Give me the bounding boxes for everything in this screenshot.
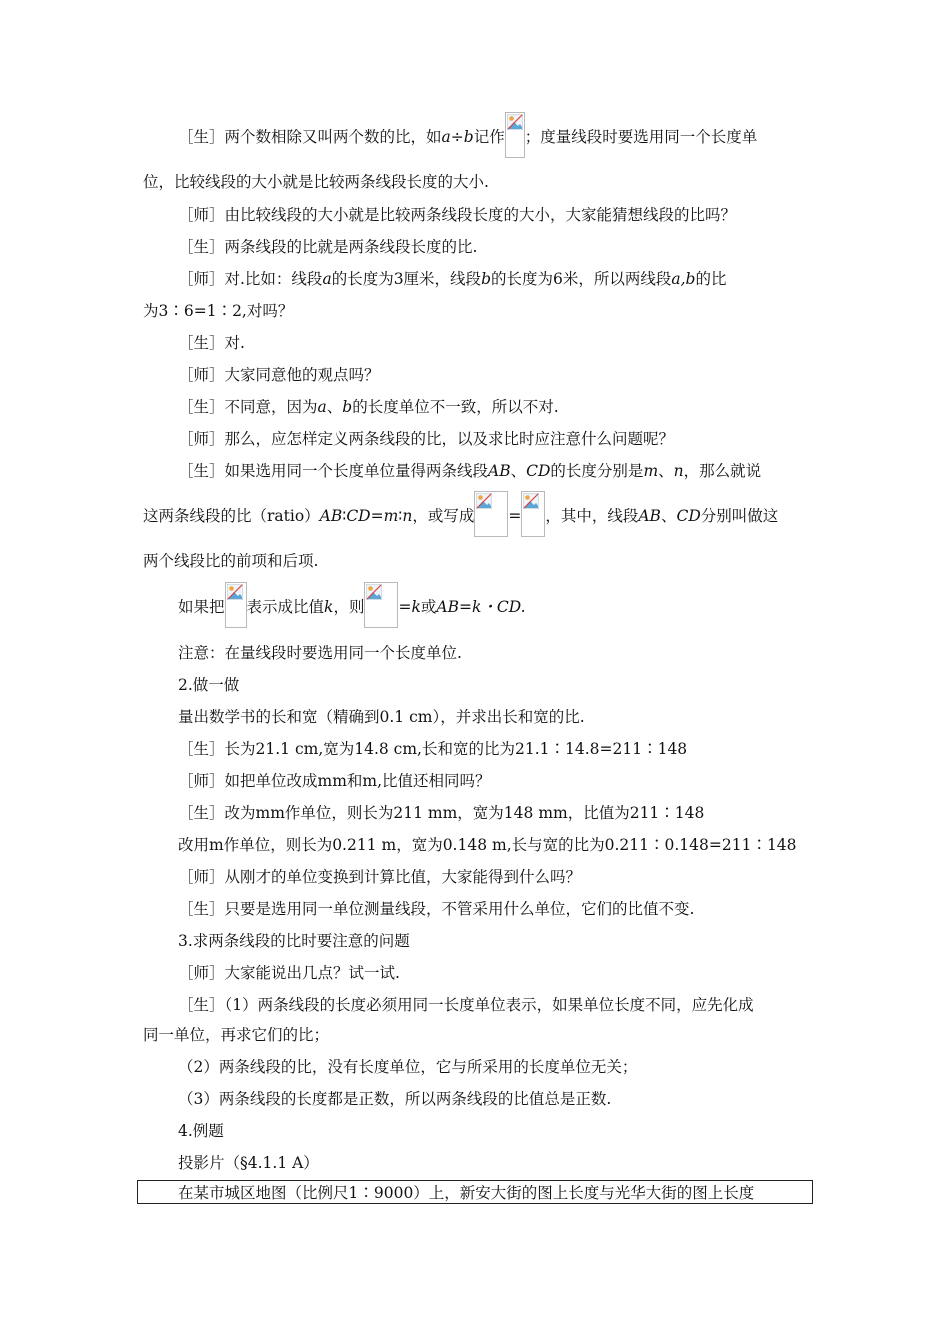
text: ，其中，线段 [545, 507, 639, 525]
divide-sign: ÷ [450, 128, 464, 146]
text: ［生］两个数相除又叫两个数的比，如 [178, 128, 442, 146]
text: ；度量线段时要选用同一个长度单 [524, 128, 758, 146]
equals-sign: = [508, 507, 522, 525]
line-27: 同一单位，再求它们的比； [143, 1026, 330, 1044]
line-26: ［生］（1）两条线段的长度必须用同一长度单位表示，如果单位长度不同，应先化成 [178, 996, 754, 1014]
var-a: a [441, 128, 451, 146]
var-a: a [322, 270, 332, 288]
line-18: ［生］长为21.1 cm,宽为14.8 cm,长和宽的比为21.1∶14.8=211∶148 [178, 740, 688, 758]
line-23: ［生］只要是选用同一单位测量线段，不管采用什么单位，它们的比值不变. [178, 900, 695, 918]
line-9 [178, 397, 559, 417]
text: 分别叫做这 [700, 507, 779, 525]
text: 记作 [473, 128, 505, 146]
text: 、 [658, 462, 674, 480]
text: 的比 [695, 270, 727, 288]
line-24: 3.求两条线段的比时要注意的问题 [178, 932, 410, 950]
line-20: ［生］改为mm作单位，则长为211 mm，宽为148 mm，比值为211∶148 [178, 804, 705, 822]
text: 、 [510, 462, 527, 480]
text: 的长度单位不一致，所以不对. [352, 398, 559, 416]
text: ∶ [398, 507, 403, 525]
text: 、 [326, 398, 343, 416]
text: 的长度为3厘米，线段 [331, 270, 482, 288]
var-cd: CD [676, 507, 701, 525]
text: ［生］不同意，因为 [178, 398, 318, 416]
line-2: 位，比较线段的大小就是比较两条线段长度的大小. [143, 173, 489, 191]
line-22: ［师］从刚才的单位变换到计算比值，大家能得到什么吗？ [178, 868, 582, 886]
formula: AB=k・CD. [436, 598, 526, 616]
line-6: 为3∶6=1∶2,对吗？ [143, 302, 294, 320]
text: 这两条线段的比（ratio） [143, 507, 320, 525]
line-15: 注意：在量线段时要选用同一个长度单位. [178, 644, 462, 662]
var-ab: AB [319, 507, 343, 525]
var-b: b [342, 398, 353, 416]
broken-image-icon [521, 491, 545, 537]
broken-image-icon [225, 582, 247, 628]
line-3: ［师］由比较线段的大小就是比较两条线段长度的大小，大家能猜想线段的比吗？ [178, 206, 737, 224]
var-ab: AB [488, 462, 511, 480]
example-text: 在某市城区地图（比例尺1∶9000）上，新安大街的图上长度与光华大街的图上长度 [178, 1184, 755, 1202]
line-30: 4.例题 [178, 1122, 224, 1140]
example-box [137, 1180, 813, 1204]
line-10: ［师］那么，应怎样定义两条线段的比，以及求比时应注意什么问题呢？ [178, 430, 675, 448]
line-17: 量出数学书的长和宽（精确到0.1 cm），并求出长和宽的比. [178, 708, 585, 726]
line-21: 改用m作单位，则长为0.211 m，宽为0.148 m,长与宽的比为0.211∶0.148=211∶148 [178, 836, 797, 854]
equals-sign: = [398, 598, 412, 616]
line-1 [178, 127, 757, 158]
line-16: 2.做一做 [178, 676, 240, 694]
line-11 [178, 461, 761, 481]
var-ab: a,b [671, 270, 696, 288]
line-29: （3）两条线段的长度都是正数，所以两条线段的比值总是正数. [178, 1090, 612, 1108]
broken-image-icon [474, 491, 508, 537]
text: ［生］如果选用同一个长度单位量得两条线段 [178, 462, 489, 480]
var-k: k [411, 598, 421, 616]
text: 或 [420, 598, 437, 616]
text: ［师］对.比如：线段 [178, 270, 323, 288]
line-5 [178, 269, 726, 289]
var-b: b [463, 128, 474, 146]
line-8: ［师］大家同意他的观点吗？ [178, 366, 380, 384]
line-4: ［生］两条线段的比就是两条线段长度的比. [178, 238, 478, 256]
line-31: 投影片（§4.1.1 A） [178, 1154, 319, 1172]
line-14 [178, 597, 526, 628]
line-12 [143, 506, 778, 537]
line-19: ［师］如把单位改成mm和m,比值还相同吗？ [178, 772, 491, 790]
line-28: （2）两条线段的比，没有长度单位，它与所采用的长度单位无关； [178, 1058, 638, 1076]
var-m: m [643, 462, 659, 480]
text: 、 [660, 507, 677, 525]
text: 如果把 [178, 598, 225, 616]
text: ，则 [333, 598, 365, 616]
text: ，或写成 [412, 507, 475, 525]
text: 的长度为6米，所以两线段 [491, 270, 672, 288]
broken-image-icon [505, 112, 525, 158]
text: 表示成比值 [246, 598, 325, 616]
var-n: n [673, 462, 684, 480]
var-cd: CD [526, 462, 551, 480]
var-a: a [317, 398, 327, 416]
line-13: 两个线段比的前项和后项. [143, 552, 319, 570]
text: ，那么就说 [683, 462, 762, 480]
broken-image-icon [364, 582, 398, 628]
text: 的长度分别是 [550, 462, 644, 480]
var-k: k [324, 598, 334, 616]
var-cd-m: CD=m [346, 507, 399, 525]
var-b: b [481, 270, 491, 288]
line-7: ［生］对. [178, 334, 245, 352]
var-ab: AB [638, 507, 661, 525]
var-n: n [402, 507, 413, 525]
line-25: ［师］大家能说出几点？试一试. [178, 964, 400, 982]
text: ∶ [342, 507, 347, 525]
